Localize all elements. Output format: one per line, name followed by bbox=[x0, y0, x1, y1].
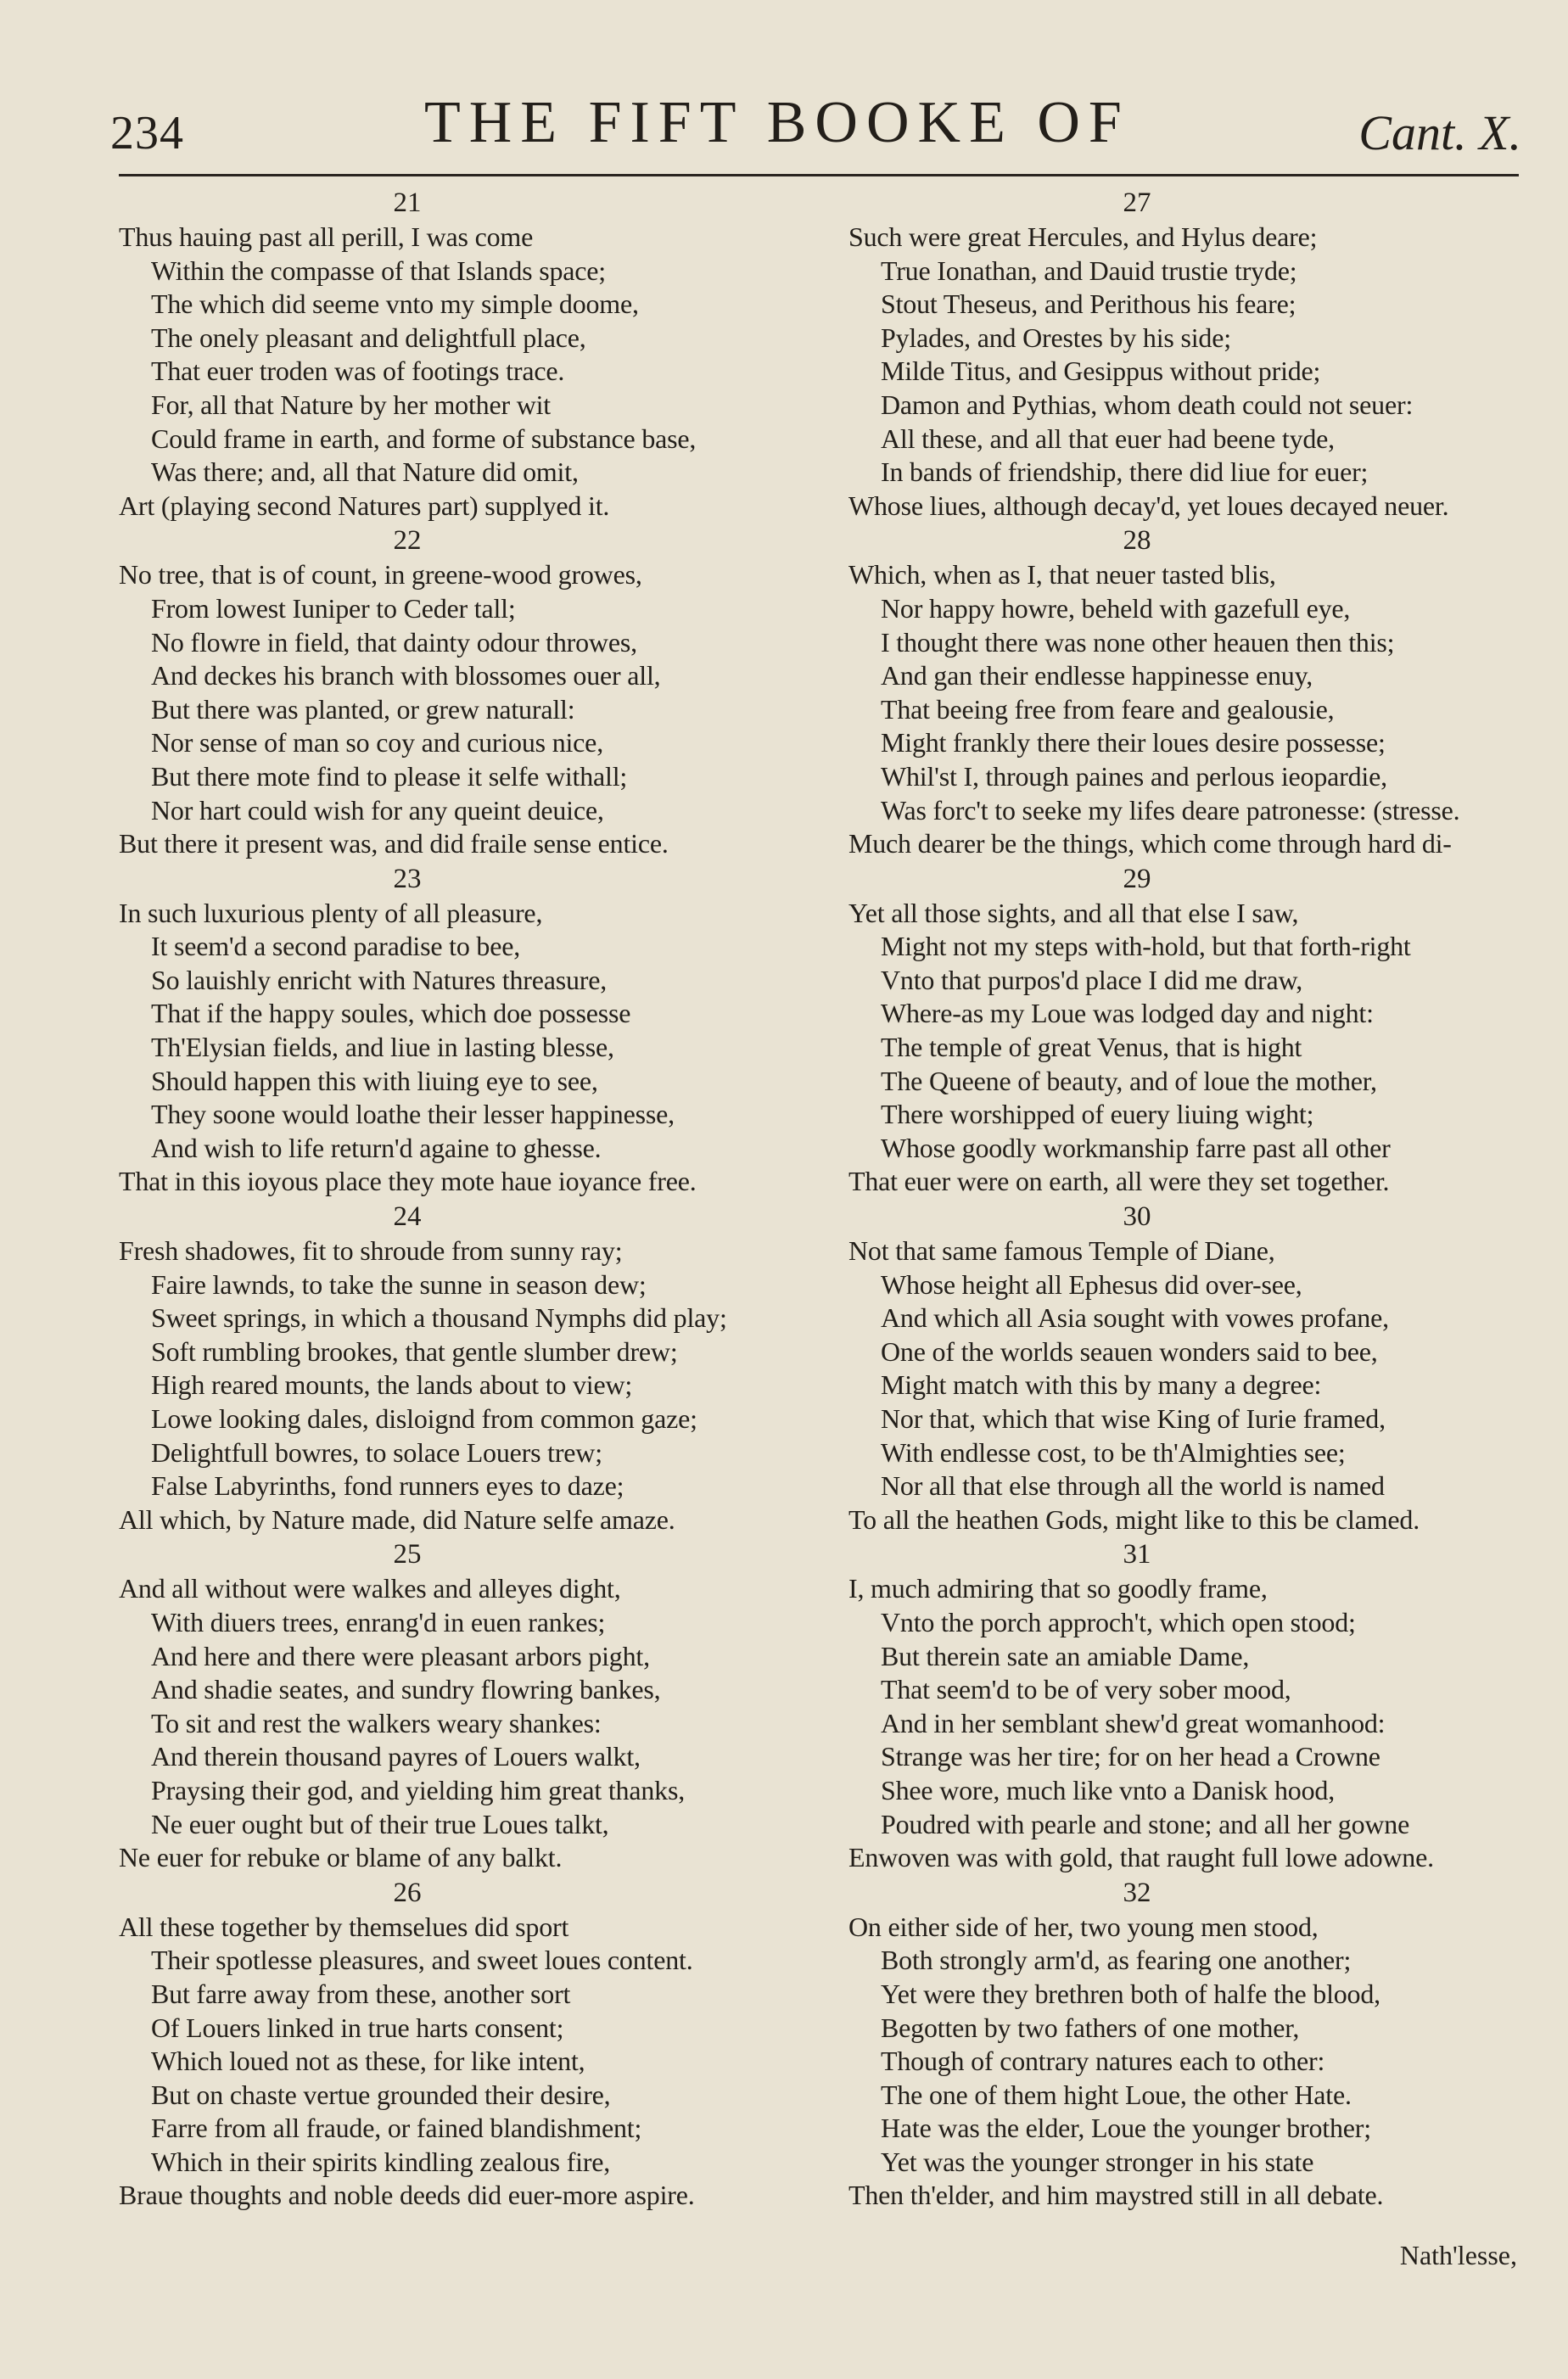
verse-line: And deckes his branch with blossomes ouer all, bbox=[151, 660, 661, 691]
stanza bbox=[119, 861, 823, 1199]
verse-line: Th'Elysian fields, and liue in lasting blesse, bbox=[151, 1032, 614, 1063]
verse-line: They soone would loathe their lesser happinesse, bbox=[151, 1099, 675, 1130]
verse-line: All these, and all that euer had beene tyde, bbox=[881, 423, 1335, 454]
verse-line: And which all Asia sought with vowes profane, bbox=[881, 1302, 1389, 1334]
right-column bbox=[848, 185, 1553, 2213]
verse-line: Nor that, which that wise King of Iurie framed, bbox=[881, 1403, 1386, 1434]
verse-line: Their spotlesse pleasures, and sweet loues content. bbox=[151, 1945, 693, 1976]
verse-line: One of the worlds seauen wonders said to bee, bbox=[881, 1335, 1378, 1367]
verse-line: Of Louers linked in true harts consent; bbox=[151, 2012, 564, 2043]
verse-line: Within the compasse of that Islands space; bbox=[151, 255, 606, 286]
stanza-number: 22 bbox=[393, 525, 422, 557]
verse-line: For, all that Nature by her mother wit bbox=[151, 389, 551, 420]
page-number: 234 bbox=[110, 107, 184, 160]
verse-line: Damon and Pythias, whom death could not seuer: bbox=[881, 389, 1414, 420]
verse-line: And gan their endlesse happinesse enuy, bbox=[881, 660, 1313, 691]
verse-line: And all without were walkes and alleyes dight, bbox=[119, 1573, 621, 1604]
stanza-number: 26 bbox=[393, 1877, 422, 1908]
verse-line: Whose height all Ephesus did over-see, bbox=[881, 1268, 1302, 1300]
verse-line: Hate was the elder, Loue the younger brother; bbox=[881, 2113, 1371, 2144]
verse-line: Both strongly arm'd, as fearing one another; bbox=[881, 1945, 1352, 1976]
verse-line: Was forc't to seeke my lifes deare patronesse: (stresse. bbox=[881, 794, 1460, 826]
verse-line: Which in their spirits kindling zealous fire, bbox=[151, 2146, 611, 2177]
verse-line: With endlesse cost, to be th'Almighties see; bbox=[881, 1436, 1346, 1468]
stanza-number: 21 bbox=[393, 188, 422, 218]
verse-line: Whil'st I, through paines and perlous ieopardie, bbox=[881, 760, 1387, 792]
verse-line: Pylades, and Orestes by his side; bbox=[881, 322, 1231, 353]
stanza-number: 32 bbox=[1123, 1877, 1151, 1908]
verse-line: Nor hart could wish for any queint deuice, bbox=[151, 794, 604, 826]
verse-line: Whose goodly workmanship farre past all other bbox=[881, 1132, 1391, 1163]
verse-line: With diuers trees, enrang'd in euen rankes; bbox=[151, 1606, 606, 1637]
stanza bbox=[848, 185, 1553, 523]
verse-line: All which, by Nature made, did Nature selfe amaze. bbox=[119, 1503, 675, 1535]
verse-line: Nor happy howre, beheld with gazefull eye, bbox=[881, 592, 1351, 624]
verse-line: But therein sate an amiable Dame, bbox=[881, 1640, 1250, 1671]
stanza bbox=[848, 1875, 1553, 2213]
verse-line: Though of contrary natures each to other: bbox=[881, 2046, 1325, 2077]
stanza bbox=[119, 1537, 823, 1874]
verse-line: Might frankly there their loues desire possesse; bbox=[881, 727, 1386, 758]
verse-line: In bands of friendship, there did liue for euer; bbox=[881, 456, 1369, 488]
stanza-number: 24 bbox=[393, 1201, 422, 1233]
verse-line: Might not my steps with-hold, but that forth-right bbox=[881, 931, 1411, 962]
canto-label: Cant. X. bbox=[1358, 105, 1521, 160]
stanza bbox=[848, 1537, 1553, 1874]
verse-line: The one of them hight Loue, the other Hate. bbox=[881, 2079, 1352, 2110]
verse-line: Begotten by two fathers of one mother, bbox=[881, 2012, 1300, 2043]
verse-line: Might match with this by many a degree: bbox=[881, 1369, 1322, 1401]
verse-line: Which loued not as these, for like intent, bbox=[151, 2046, 585, 2077]
verse-line: And therein thousand payres of Louers walkt, bbox=[151, 1741, 641, 1772]
verse-line: Thus hauing past all perill, I was come bbox=[119, 221, 534, 252]
verse-line: And here and there were pleasant arbors pight, bbox=[151, 1640, 650, 1671]
verse-line: The which did seeme vnto my simple doome, bbox=[151, 288, 639, 320]
verse-line: From lowest Iuniper to Ceder tall; bbox=[151, 592, 516, 624]
verse-line: Vnto that purpos'd place I did me draw, bbox=[881, 964, 1303, 995]
stanza-number: 30 bbox=[1123, 1201, 1151, 1233]
stanza-number: 25 bbox=[393, 1539, 422, 1570]
verse-line: High reared mounts, the lands about to view; bbox=[151, 1369, 633, 1401]
verse-line: And shadie seates, and sundry flowring bankes, bbox=[151, 1674, 661, 1705]
verse-line: There worshipped of euery liuing wight; bbox=[881, 1099, 1314, 1130]
verse-line: Stout Theseus, and Perithous his feare; bbox=[881, 288, 1296, 320]
verse-line: Art (playing second Natures part) supplyed it. bbox=[119, 490, 610, 521]
verse-line: All these together by themselues did sport bbox=[119, 1911, 569, 1942]
verse-line: It seem'd a second paradise to bee, bbox=[151, 931, 521, 962]
verse-line: No flowre in field, that dainty odour throwes, bbox=[151, 626, 637, 658]
verse-line: Nor all that else through all the world is named bbox=[881, 1470, 1385, 1502]
verse-line: Could frame in earth, and forme of substance base, bbox=[151, 423, 697, 454]
stanza-number: 29 bbox=[1123, 863, 1151, 894]
verse-line: Ne euer ought but of their true Loues talkt, bbox=[151, 1808, 609, 1839]
verse-line: Was there; and, all that Nature did omit, bbox=[151, 456, 579, 488]
verse-line: Which, when as I, that neuer tasted blis, bbox=[848, 559, 1276, 591]
verse-line: I thought there was none other heauen then this; bbox=[881, 626, 1395, 658]
verse-line: Vnto the porch approch't, which open stood; bbox=[881, 1606, 1356, 1637]
stanza bbox=[119, 523, 823, 860]
verse-line: True Ionathan, and Dauid trustie tryde; bbox=[881, 255, 1297, 286]
verse-line: And in her semblant shew'd great womanhood: bbox=[881, 1707, 1386, 1738]
verse-line: The onely pleasant and delightfull place, bbox=[151, 322, 586, 353]
verse-line: Yet were they brethren both of halfe the blood, bbox=[881, 1978, 1380, 2009]
stanza-number: 23 bbox=[393, 863, 422, 894]
verse-line: Praysing their god, and yielding him great thanks, bbox=[151, 1774, 686, 1805]
verse-line: Strange was her tire; for on her head a Crowne bbox=[881, 1741, 1380, 1772]
verse-line: Much dearer be the things, which come through hard di- bbox=[848, 828, 1452, 859]
verse-line: In such luxurious plenty of all pleasure, bbox=[119, 897, 543, 928]
verse-line: Where-as my Loue was lodged day and night: bbox=[881, 998, 1374, 1029]
verse-line: But there mote find to please it selfe withall; bbox=[151, 760, 628, 792]
verse-line: But on chaste vertue grounded their desire, bbox=[151, 2079, 611, 2110]
stanza bbox=[848, 1199, 1553, 1537]
verse-line: The temple of great Venus, that is hight bbox=[881, 1032, 1302, 1063]
running-title: THE FIFT BOOKE OF bbox=[424, 90, 1130, 155]
verse-line: Faire lawnds, to take the sunne in season dew; bbox=[151, 1268, 647, 1300]
verse-line: So lauishly enricht with Natures threasure, bbox=[151, 964, 608, 995]
verse-line: But there was planted, or grew naturall: bbox=[151, 693, 575, 725]
verse-line: The Queene of beauty, and of loue the mother, bbox=[881, 1065, 1377, 1096]
verse-line: Not that same famous Temple of Diane, bbox=[848, 1235, 1275, 1267]
verse-line: But there it present was, and did fraile sense entice. bbox=[119, 828, 669, 859]
stanza-number: 28 bbox=[1123, 525, 1151, 557]
verse-line: Poudred with pearle and stone; and all her gowne bbox=[881, 1808, 1410, 1839]
verse-line: Delightfull bowres, to solace Louers trew; bbox=[151, 1436, 602, 1468]
verse-line: To all the heathen Gods, might like to this be clamed. bbox=[848, 1503, 1420, 1535]
verse-line: That in this ioyous place they mote haue ioyance free. bbox=[119, 1166, 697, 1197]
verse-line: Yet was the younger stronger in his state bbox=[881, 2146, 1314, 2177]
stanza bbox=[119, 185, 823, 523]
verse-line: To sit and rest the walkers weary shankes: bbox=[151, 1707, 602, 1738]
stanza bbox=[119, 1199, 823, 1537]
verse-line: Fresh shadowes, fit to shroude from sunny ray; bbox=[119, 1235, 623, 1267]
verse-line: Ne euer for rebuke or blame of any balkt. bbox=[119, 1842, 563, 1873]
stanza-number: 31 bbox=[1123, 1539, 1151, 1570]
verse-line: Yet all those sights, and all that else I saw, bbox=[848, 897, 1299, 928]
verse-line: False Labyrinths, fond runners eyes to daze; bbox=[151, 1470, 624, 1502]
verse-line: Enwoven was with gold, that raught full lowe adowne. bbox=[848, 1842, 1434, 1873]
verse-line: But farre away from these, another sort bbox=[151, 1978, 571, 2009]
verse-line: That if the happy soules, which doe possesse bbox=[151, 998, 631, 1029]
verse-line: Such were great Hercules, and Hylus deare; bbox=[848, 221, 1318, 252]
verse-line: Lowe looking dales, disloignd from common gaze; bbox=[151, 1403, 697, 1434]
catchword: Nath'lesse, bbox=[1399, 2240, 1517, 2270]
verse-line: Farre from all fraude, or fained blandishment; bbox=[151, 2113, 642, 2144]
verse-line: I, much admiring that so goodly frame, bbox=[848, 1573, 1268, 1604]
verse-line: Nor sense of man so coy and curious nice, bbox=[151, 727, 603, 758]
verse-line: Then th'elder, and him maystred still in all debate. bbox=[848, 2180, 1384, 2211]
verse-line: Milde Titus, and Gesippus without pride; bbox=[881, 355, 1321, 387]
stanza bbox=[119, 1875, 823, 2213]
verse-line: Whose liues, although decay'd, yet loues decayed neuer. bbox=[848, 490, 1449, 521]
left-column bbox=[119, 185, 823, 2213]
verse-line: Sweet springs, in which a thousand Nymphs did play; bbox=[151, 1302, 727, 1334]
verse-line: Shee wore, much like vnto a Danisk hood, bbox=[881, 1774, 1336, 1805]
page-header bbox=[0, 81, 1568, 174]
verse-line: And wish to life return'd againe to ghesse. bbox=[151, 1132, 602, 1163]
stanza-number: 27 bbox=[1123, 188, 1151, 218]
verse-line: On either side of her, two young men stood, bbox=[848, 1911, 1319, 1942]
verse-line: Soft rumbling brookes, that gentle slumber drew; bbox=[151, 1335, 678, 1367]
verse-line: No tree, that is of count, in greene-wood growes, bbox=[119, 559, 642, 591]
verse-line: Braue thoughts and noble deeds did euer-more aspire. bbox=[119, 2180, 695, 2211]
verse-line: Should happen this with liuing eye to see, bbox=[151, 1065, 598, 1096]
stanza bbox=[848, 523, 1553, 860]
verse-line: That beeing free from feare and gealousie, bbox=[881, 693, 1335, 725]
header-rule bbox=[119, 174, 1519, 176]
verse-line: That euer were on earth, all were they set together. bbox=[848, 1166, 1390, 1197]
verse-line: That euer troden was of footings trace. bbox=[151, 355, 565, 387]
stanza bbox=[848, 861, 1553, 1199]
verse-line: That seem'd to be of very sober mood, bbox=[881, 1674, 1291, 1705]
